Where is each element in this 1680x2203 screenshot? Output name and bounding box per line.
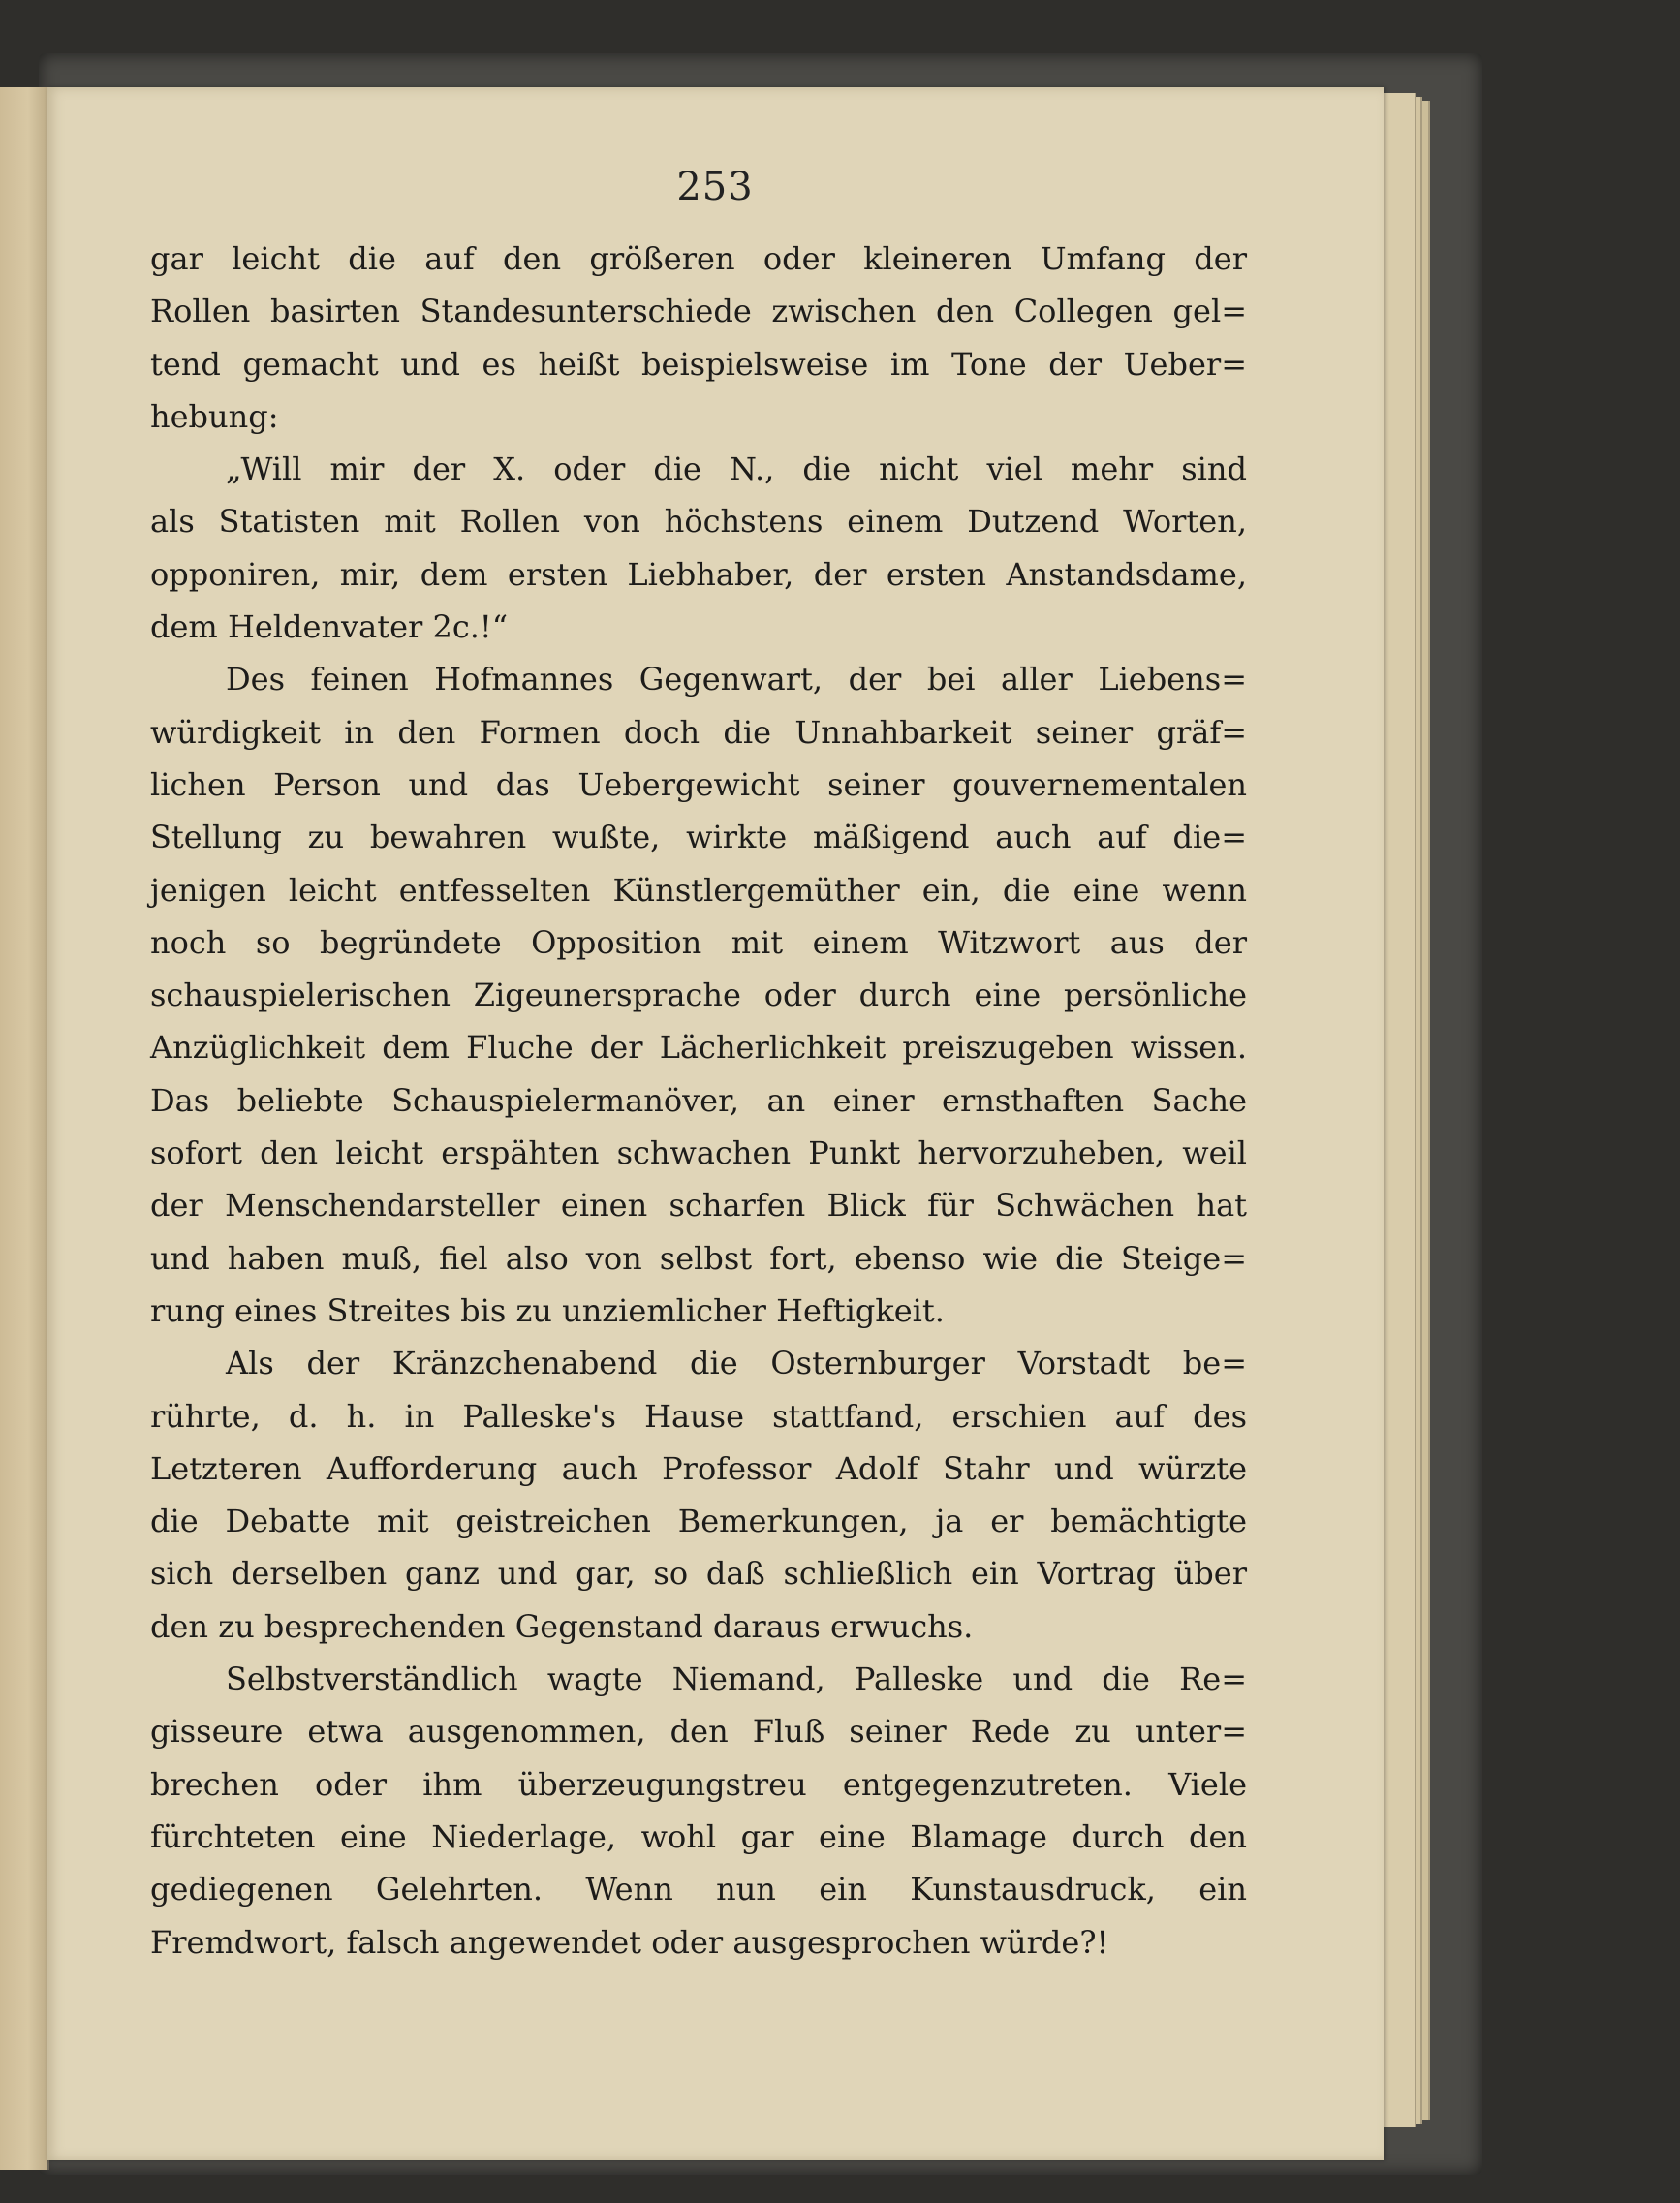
text-line: Des feinen Hofmannes Gegenwart, der bei aller Liebens= [226, 661, 1247, 698]
text-line: der Menschendarsteller einen scharfen Blick für Schwächen hat [150, 1187, 1247, 1225]
text-line: würdigkeit in den Formen doch die Unnahbarkeit seiner gräf= [150, 713, 1247, 751]
text-line: Rollen basirten Standesunterschiede zwischen den Collegen gel= [150, 293, 1247, 330]
text-line: Das beliebte Schauspielermanöver, an einer ernsthaften Sache [150, 1081, 1247, 1119]
text-line: Selbstverständlich wagte Niemand, Palleske und die Re= [226, 1660, 1247, 1698]
page-body-text [150, 233, 1247, 1969]
text-line: rührte, d. h. in Palleske's Hause stattfand, erschien auf des [150, 1397, 1247, 1435]
text-line: fürchteten eine Niederlage, wohl gar eine Blamage durch den [150, 1817, 1247, 1855]
text-line: Als der Kränzchenabend die Osternburger Vorstadt be= [226, 1345, 1247, 1382]
text-line: lichen Person und das Uebergewicht seiner gouvernementalen [150, 765, 1247, 803]
text-line: jenigen leicht entfesselten Künstlergemüther ein, die eine wenn [150, 871, 1247, 909]
text-line: noch so begründete Opposition mit einem Witzwort aus der [150, 923, 1247, 961]
text-line: rung eines Streites bis zu unziemlicher Heftigkeit. [150, 1291, 945, 1329]
book-page [47, 87, 1384, 2160]
text-line: tend gemacht und es heißt beispielsweise im Tone der Ueber= [150, 345, 1247, 383]
text-line: sofort den leicht erspähten schwachen Punkt hervorzuheben, weil [150, 1134, 1247, 1172]
previous-page-edge [0, 87, 49, 2170]
text-line: „Will mir der X. oder die N., die nicht viel mehr sind [226, 450, 1247, 488]
text-line: Letzteren Aufforderung auch Professor Adolf Stahr und würzte [150, 1449, 1247, 1487]
page-number: 253 [676, 165, 754, 209]
text-line: und haben muß, fiel also von selbst fort, ebenso wie die Steige= [150, 1239, 1247, 1277]
text-line: Anzüglichkeit dem Fluche der Lächerlichkeit preiszugeben wissen. [150, 1029, 1247, 1067]
text-line: gar leicht die auf den größeren oder kleineren Umfang der [150, 240, 1247, 277]
text-line: brechen oder ihm überzeugungstreu entgegenzutreten. Viele [150, 1765, 1247, 1803]
text-line: Fremdwort, falsch angewendet oder ausgesprochen würde?! [150, 1923, 1109, 1961]
text-line: opponiren, mir, dem ersten Liebhaber, der ersten Anstandsdame, [150, 555, 1247, 593]
text-line: dem Heldenvater 2c.!“ [150, 608, 509, 646]
text-line: hebung: [150, 397, 279, 435]
text-line: Stellung zu bewahren wußte, wirkte mäßigend auch auf die= [150, 819, 1247, 856]
text-line: die Debatte mit geistreichen Bemerkungen, ja er bemächtigte [150, 1503, 1247, 1540]
text-line: den zu besprechenden Gegenstand daraus erwuchs. [150, 1607, 974, 1645]
text-line: gediegenen Gelehrten. Wenn nun ein Kunstausdruck, ein [150, 1871, 1247, 1908]
text-line: gisseure etwa ausgenommen, den Fluß seiner Rede zu unter= [150, 1713, 1247, 1751]
text-line: sich derselben ganz und gar, so daß schließlich ein Vortrag über [150, 1555, 1247, 1593]
text-line: als Statisten mit Rollen von höchstens einem Dutzend Worten, [150, 503, 1247, 541]
text-line: schauspielerischen Zigeunersprache oder durch eine persönliche [150, 977, 1247, 1014]
